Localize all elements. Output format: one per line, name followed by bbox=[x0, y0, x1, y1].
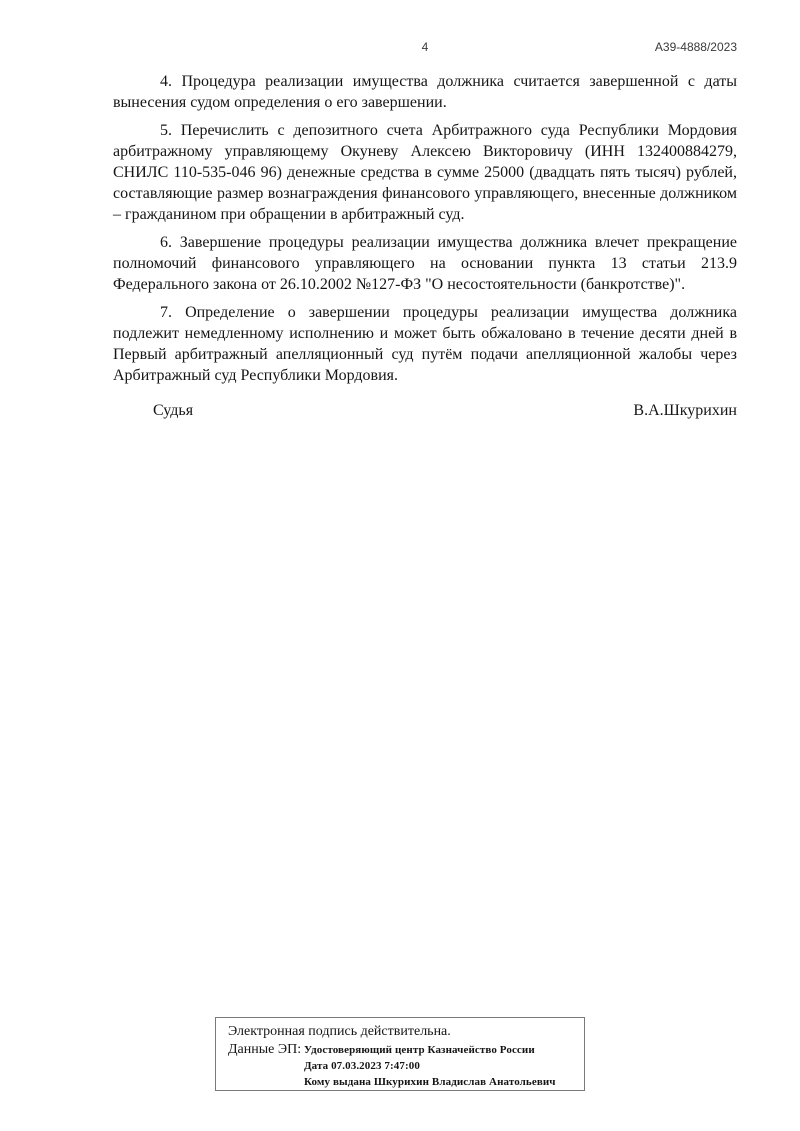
paragraph-line: полномочий финансового управляющего на основании пункта 13 статьи 213.9 bbox=[113, 255, 737, 272]
stamp-detail-line: Удостоверяющий центр Казначейство России bbox=[304, 1044, 535, 1056]
paragraph-line: подлежит немедленному исполнению и может быть обжаловано в течение десяти дней в bbox=[113, 325, 737, 342]
stamp-detail-line: Кому выдана Шкурихин Владислав Анатольевич bbox=[304, 1076, 556, 1088]
paragraph-line: – гражданином при обращении в арбитражный суд. bbox=[113, 206, 465, 223]
case-number: А39-4888/2023 bbox=[654, 40, 737, 54]
stamp-label: Данные ЭП: bbox=[228, 1042, 302, 1057]
electronic-signature-stamp bbox=[215, 1017, 585, 1091]
paragraph-line: СНИЛС 110-535-046 96) денежные средства в сумме 25000 (двадцать пять тысяч) рублей, bbox=[113, 164, 737, 181]
signature-role: Судья bbox=[153, 402, 194, 419]
paragraph-line: 7. Определение о завершении процедуры реализации имущества должника bbox=[160, 304, 737, 321]
paragraph-line: 6. Завершение процедуры реализации имущества должника влечет прекращение bbox=[160, 234, 737, 251]
page-header bbox=[113, 40, 737, 55]
paragraph bbox=[113, 120, 737, 225]
paragraphs-container bbox=[113, 71, 737, 386]
stamp-details bbox=[304, 1042, 556, 1090]
paragraph-line: Федерального закона от 26.10.2002 №127-ФЗ "О несостоятельности (банкротстве)". bbox=[113, 276, 686, 293]
paragraph bbox=[113, 71, 737, 113]
paragraph bbox=[113, 302, 737, 386]
stamp-title: Электронная подпись действительна. bbox=[228, 1024, 451, 1039]
paragraph-line: арбитражному управляющему Окуневу Алексею Викторовичу (ИНН 132400884279, bbox=[113, 143, 737, 160]
page-number: 4 bbox=[421, 40, 429, 54]
signature-row bbox=[113, 400, 737, 421]
paragraph-line: составляющие размер вознаграждения финансового управляющего, внесенные должником bbox=[113, 185, 737, 202]
stamp-data-row bbox=[228, 1042, 576, 1090]
stamp-detail-line: Дата 07.03.2023 7:47:00 bbox=[304, 1060, 420, 1072]
paragraph-line: Первый арбитражный апелляционный суд путём подачи апелляционной жалобы через bbox=[113, 346, 737, 363]
paragraph bbox=[113, 232, 737, 295]
paragraph-line: 4. Процедура реализации имущества должника считается завершенной с даты bbox=[160, 73, 737, 90]
document-body bbox=[113, 71, 737, 421]
paragraph-line: 5. Перечислить с депозитного счета Арбитражного суда Республики Мордовия bbox=[160, 122, 737, 139]
signature-name: В.А.Шкурихин bbox=[633, 402, 737, 419]
paragraph-line: Арбитражный суд Республики Мордовия. bbox=[113, 367, 398, 384]
paragraph-line: вынесения судом определения о его завершении. bbox=[113, 94, 447, 111]
